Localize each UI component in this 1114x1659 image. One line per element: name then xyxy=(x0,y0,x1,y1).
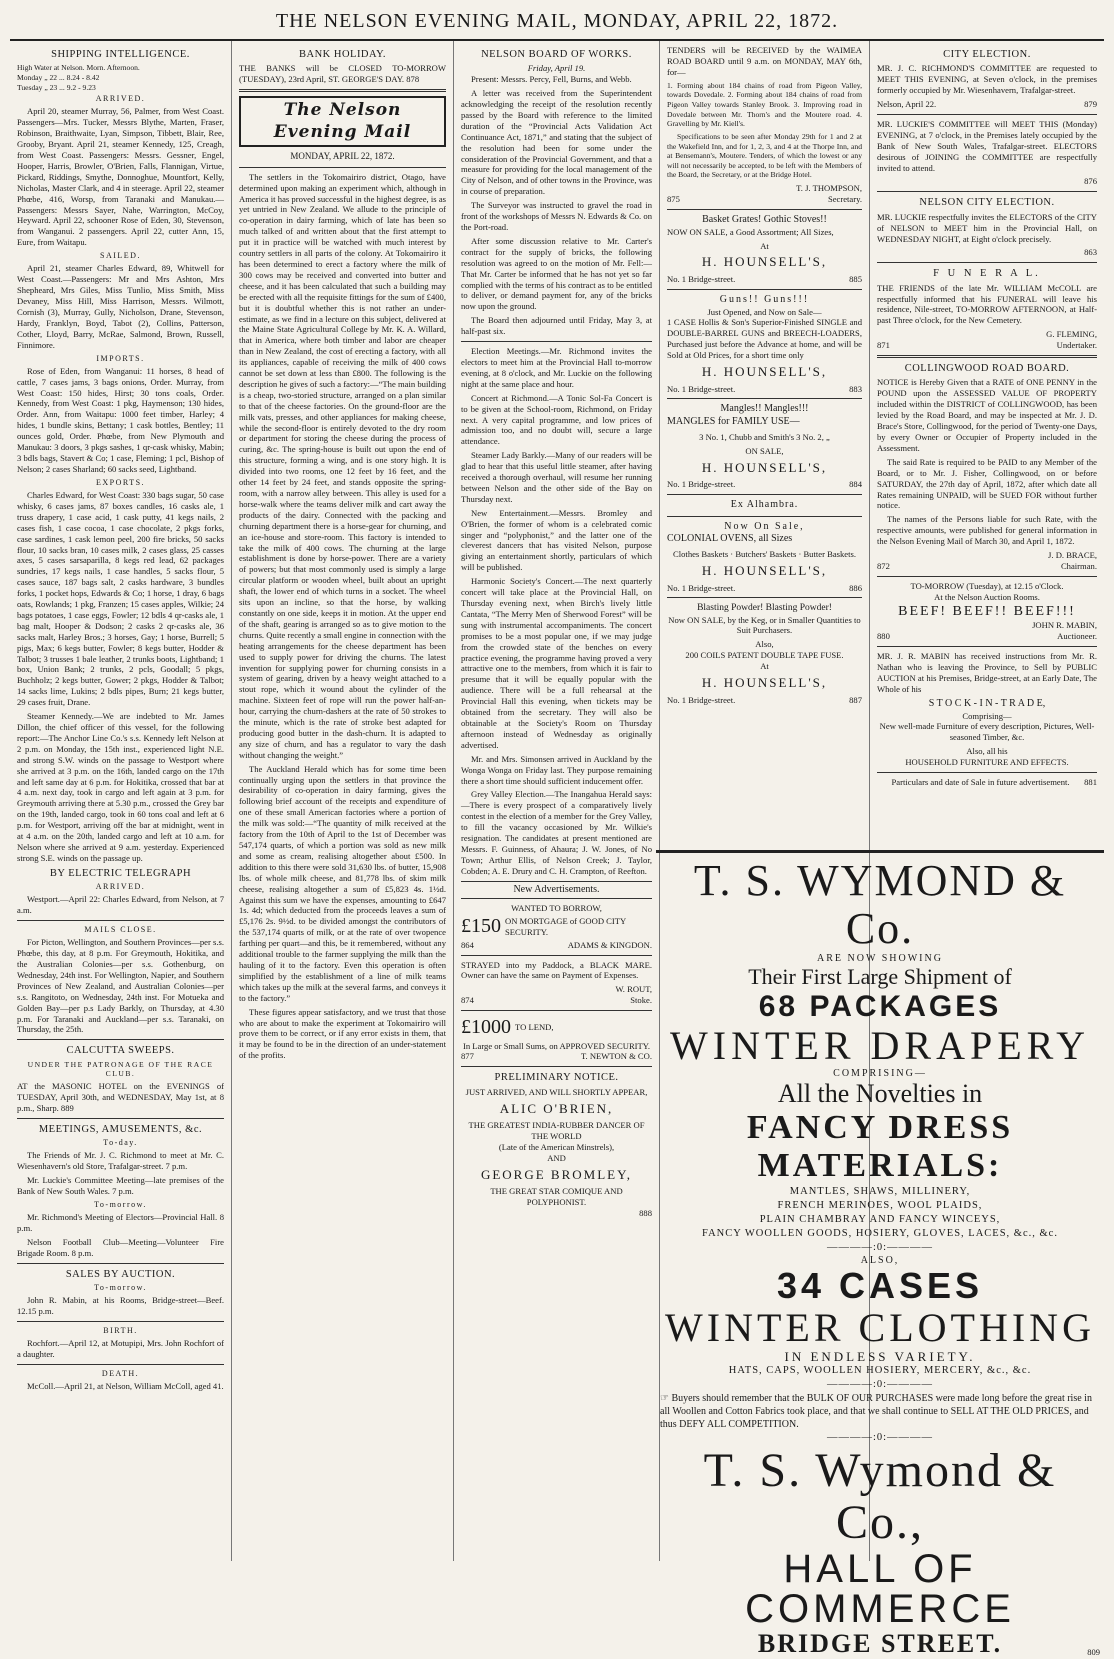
wymond-winter-drapery: WINTER DRAPERY xyxy=(670,1023,1090,1068)
blasting-text: Now ON SALE, by the Keg, or in Smaller Quantities to Suit Purchasers. xyxy=(668,614,861,636)
strayed-place: Stoke. xyxy=(630,995,652,1006)
hounsell-address xyxy=(667,695,862,706)
wymond-street-row xyxy=(656,1629,1104,1659)
hounsell-address xyxy=(667,274,862,285)
wymond-goods-line: FRENCH MERINOES, WOOL PLAIDS, xyxy=(777,1200,983,1211)
wymond-street: BRIDGE STREET. xyxy=(757,1629,1003,1658)
news-item: New Entertainment.—Messrs. Bromley and O'Brien, the former of whom is a celebrated comic singer and “polyphonist,” and the latter one of the cleverest dancers that has visited Nelson, purpose giving an entertainment shortly, particulars of which will be published. xyxy=(461,507,652,573)
nelson-city-election-text: MR. LUCKIE respectfully invites the ELECTORS of the CITY of NELSON to MEET him in the Provincial Hall, on WEDNESDAY NIGHT, at Eight o'clock precisely. xyxy=(877,211,1097,244)
ad-number: 876 xyxy=(1084,176,1097,187)
borrow-signature xyxy=(461,940,652,951)
lend-amount: £1000 xyxy=(461,1016,511,1039)
tender-text-2: Specifications to be seen after Monday 29th for 1 and 2 at the Wakefield Inn, and for 1, 2, 3, and 4 at the Thorpe Inn, and at Bensemann's, Moutere. Tenders, of which the lowest or any will not necessarily be accepted, to be left with the Members of the Board, the Secretary, or at the Bridge Hotel. xyxy=(667,131,862,180)
imports-heading: IMPORTS. xyxy=(96,353,145,363)
board-paragraph: Present: Messrs. Percy, Fell, Burns, and Webb. xyxy=(471,74,632,85)
stock-heading: S T O C K - I N - T R A D E, xyxy=(928,697,1046,709)
ad-number: 881 xyxy=(1084,777,1097,788)
prelim-name: GEORGE BROMLEY, xyxy=(480,1166,633,1182)
dateline: MONDAY, APRIL 22, 1872. xyxy=(290,151,395,162)
column-4-ads xyxy=(667,45,862,875)
meetings-tomorrow: To-morrow. xyxy=(94,1199,147,1209)
strayed-text: STRAYED into my Paddock, a BLACK MARE. Owner can have the same on Payment of Expenses. xyxy=(461,959,652,981)
ad-number: 877 xyxy=(461,1051,474,1062)
divider xyxy=(877,262,1097,263)
divider xyxy=(667,289,862,290)
mangles-heading: Mangles!! Mangles!!! xyxy=(720,403,809,415)
divider xyxy=(17,1039,224,1040)
mangles-items: 3 No. 1, Chubb and Smith's 3 No. 2, „ xyxy=(699,431,830,442)
board-paragraph: The Board then adjourned until Friday, May 3, at half-past six. xyxy=(461,315,652,337)
prelim-heading: PRELIMINARY NOTICE. xyxy=(494,1072,619,1084)
column-5-ads xyxy=(877,48,1097,878)
strayed-name: W. ROUT, xyxy=(615,984,652,995)
tide-row: Tuesday „ 23 ... 9.2 - 9.23 xyxy=(17,82,96,92)
ad-number: 888 xyxy=(639,1208,652,1219)
paper-title: The Nelson Evening Mail xyxy=(239,96,446,147)
collingwood-title: Chairman. xyxy=(1060,560,1097,571)
prelim-desc: (Late of the American Minstrels), xyxy=(498,1141,615,1152)
stock-also: Also, all his xyxy=(966,746,1008,757)
ad-number: 875 xyxy=(667,194,680,205)
divider xyxy=(461,341,652,342)
strayed-signature xyxy=(461,995,652,1006)
wymond-goods-line: PLAIN CHAMBRAY AND FANCY WINCEYS, xyxy=(759,1214,1001,1225)
news-item: Grey Valley Election.—The Inangahua Herald says:—There is every prospect of a comparatively lively contest in the election of a member for the Grey Valley, to fill the vacancy occasioned by Mr. Wilkie's resignation. The candidates at present mentioned are Messrs. F. Guinness, of Ahaura; J. W. Jones, of No Town; Arthur Ellis, of Nelson Creek; J. Taylor, Cobden; A. E. Drury and C. H. Crampton, of Reefton. xyxy=(461,789,652,876)
wymond-title: T. S. WYMOND & Co. xyxy=(693,856,1067,953)
board-paragraph: A letter was received from the Superintendent acknowledging the receipt of the resolution recently passed by the Board with reference to the limited duration of the “Provincial Acts Validation Act Continuance Act, 1871,” and stating that the subject of the resolution had been for some under the consideration of the Provincial Government, and that a measure for providing for the local management of the City of Nelson, and of other towns in the Province, was in course of preparation. xyxy=(461,88,652,197)
divider xyxy=(667,516,862,517)
divider xyxy=(877,576,1097,577)
ovens-heading: Now On Sale, xyxy=(724,520,805,532)
death-text: McColl.—April 21, at Nelson, William McColl, aged 41. xyxy=(27,1381,224,1392)
ad-number: 864 xyxy=(461,939,474,950)
wymond-fancy-dress: FANCY DRESS MATERIALS: xyxy=(746,1109,1014,1184)
hounsell-name: H. HOUNSELL'S, xyxy=(701,675,828,691)
news-item: Mr. and Mrs. Simonsen arrived in Auckland by the Wonga Wonga on Friday last. They purpose remaining there a short time should sufficient inducement offer. xyxy=(461,753,652,786)
beef-signature xyxy=(877,631,1097,642)
ad-number: 887 xyxy=(849,694,862,705)
divider xyxy=(667,398,862,399)
news-item: Steamer Lady Barkly.—Many of our readers will be glad to hear that this useful little steamer, after having received a thorough overhaul, will resume her running between Nelson and the other side of the Bay on Thursday next. xyxy=(461,450,652,504)
prelim-text: JUST ARRIVED, AND WILL SHORTLY APPEAR, xyxy=(465,1086,648,1097)
ex-heading: Ex Alhambra. xyxy=(730,499,799,511)
hounsell-address xyxy=(667,583,862,594)
ad-number: 809 xyxy=(1087,1647,1100,1657)
wymond-also: ALSO, xyxy=(860,1255,900,1266)
ad-number: 872 xyxy=(877,560,890,571)
borrow-heading: WANTED TO BORROW, xyxy=(511,903,602,914)
stock-household: HOUSEHOLD FURNITURE AND EFFECTS. xyxy=(905,757,1069,768)
ad-number: 863 xyxy=(1084,247,1097,258)
wymond-separator: ————:0:———— xyxy=(826,1432,934,1443)
at-label: At xyxy=(760,661,769,672)
wymond-comprising: COMPRISING— xyxy=(833,1068,927,1079)
lend-row xyxy=(461,1015,652,1040)
tender-title: Secretary. xyxy=(827,194,862,205)
stock-text: MR. J. R. MABIN has received instructions from Mr. R. Nathan who is leaving the Province, to Sell by PUBLIC AUCTION at his Premises, Bridge-street, at an Early Date, The Whole of his xyxy=(877,651,1097,694)
stock-particulars: Particulars and date of Sale in future advertisement. xyxy=(891,777,1070,788)
mails-heading: MAILS CLOSE. xyxy=(84,925,157,935)
address: No. 1 Bridge-street. xyxy=(667,694,736,705)
mails-text: For Picton, Wellington, and Southern Provinces—per s.s. Phœbe, this day, at 8 p.m. For Greymouth, Hokitika, and the Australian Colonies—per s.s. Gothenburg, on Wednesday, 24th inst. For Wellington, Napier, and Southern Provinces of New Zealand, and Australian Colonies—per s.s. Rangitoto, on Wednesday, 24th inst. For Motueka and Golden Bay—per p.s Lady Barkly, on Thursday, at 4.30 p.m. For Taranaki and Auckland—per s.s. Taranaki, on Thursday, the 25th. xyxy=(17,937,224,1035)
hounsell-address xyxy=(667,384,862,395)
guns-text: 1 CASE Hollis & Son's Superior-Finished SINGLE and DOUBLE-BARREL GUNS and BREECH-LOADERS, Purchased just before the Advance at home, and will be Sold at Old Prices, for a short time only xyxy=(667,317,862,361)
calcutta-heading: CALCUTTA SWEEPS. xyxy=(66,1045,175,1057)
column-1 xyxy=(10,41,232,1561)
stock-comprising: Comprising— xyxy=(962,710,1012,721)
hounsell-name: H. HOUNSELL'S, xyxy=(701,254,828,270)
news-item: Harmonic Society's Concert.—The next quarterly concert will take place at the Provincial Hall, on Thursday evening next, when Birch's lively little Cantata, “The Merry Men of Sherwood Forest” will be sung with instrumental accompaniments. The concert promises to be a most popular one, if we may judge from the crowded state of the benches on every practice evening, the programme having proved a very attractive one to the members, from which it is fair to presume that it will be equally popular with the audience. There will be a full rehearsal at the Provincial Hall this evening, when tickets may be obtained from the secretary. They will also be obtainable at the Society's Room on Thursday afternoon instead of Wednesday as originally advertised. xyxy=(461,576,652,750)
beef-name: JOHN R. MABIN, xyxy=(1032,620,1097,631)
ad-number: 880 xyxy=(877,631,890,642)
address: No. 1 Bridge-street. xyxy=(667,479,736,490)
board-heading: NELSON BOARD OF WORKS. xyxy=(481,49,632,60)
auction-text: John R. Mabin, at his Rooms, Bridge-street—Beef. 12.15 p.m. xyxy=(17,1295,224,1316)
divider xyxy=(667,494,862,495)
collingwood-heading: COLLINGWOOD ROAD BOARD. xyxy=(904,363,1070,375)
column-3 xyxy=(454,41,660,1561)
sailed-heading: SAILED. xyxy=(100,251,141,261)
wymond-separator: ————:0:———— xyxy=(826,1379,934,1390)
lend-firm: T. NEWTON & CO. xyxy=(580,1051,652,1062)
meetings-item: Mr. Luckie's Committee Meeting—late premises of the Bank of New South Wales. 7 p.m. xyxy=(17,1175,224,1196)
ad-number: 883 xyxy=(849,383,862,394)
divider xyxy=(239,89,446,92)
beef-title: Auctioneer. xyxy=(1057,631,1097,642)
auction-heading: SALES BY AUCTION. xyxy=(65,1268,176,1280)
divider xyxy=(877,355,1097,358)
city-date: Nelson, April 22. xyxy=(877,99,937,110)
wymond-advert xyxy=(656,850,1104,1659)
tide-row: Monday „ 22 ... 8.24 - 8.42 xyxy=(17,72,100,82)
auction-tomorrow: To-morrow. xyxy=(94,1282,147,1292)
blasting-also: Also, xyxy=(755,639,774,650)
at-label: At xyxy=(760,240,769,251)
meetings-item: Nelson Football Club—Meeting—Volunteer Fire Brigade Room. 8 p.m. xyxy=(17,1236,224,1258)
board-date: Friday, April 19. xyxy=(527,63,586,74)
wymond-goods-line: FANCY WOOLLEN GOODS, HOSIERY, GLOVES, LACES, &c., &c. xyxy=(702,1228,1058,1239)
wymond-signature: T. S. Wymond & Co., xyxy=(703,1444,1057,1549)
collingwood-text: NOTICE is Hereby Given that a RATE of ONE PENNY in the POUND upon the ASSESSED VALUE OF PROPERTY included within the DISTRICT of COLLINGWOOD, has been levied by the Road Board, and may be inspected at Mr. J. D. Brace's Store, Collingwood, for the period of Twenty-one Days, by every Owner or Occupier of Property included in the Assessment. xyxy=(877,377,1097,453)
city-election-text: MR. J. C. RICHMOND'S COMMITTEE are requested to MEET THIS EVENING, at Seven o'clock, in the premises formerly occupied by Mr. Wiesenhavern, Trafalgar-street. xyxy=(877,63,1097,96)
mangles-text: MANGLES for FAMILY USE— xyxy=(667,416,800,428)
ovens-text: COLONIAL OVENS, all Sizes xyxy=(667,533,793,545)
wymond-winter-clothing: WINTER CLOTHING xyxy=(665,1305,1095,1350)
divider xyxy=(877,114,1097,115)
wymond-now-showing: ARE NOW SHOWING xyxy=(817,953,943,964)
blasting-heading: Blasting Powder! Blasting Powder! xyxy=(697,603,832,614)
arrived-text: April 20, steamer Murray, 56, Palmer, from West Coast. Passengers—Mrs. Tucker, Messrs Blythe, Marten, Fraser, Robinson, Braithwaite, Lyan, Simpson, Tibbett, Blair, Ree, Grooby, Bryant. April 21, steamer Kennedy, 125, Creagh, from West Coast. Passengers: Messrs. Gessner, Engel, Hooper, Harris, Browler, O'Brien, Falls, Flannigan, Virtue, Pickard, Riddings, Smythe, Donnoghue, Mountfort, Kelly, Nicholas, Master Clark, and 4 in steerage. April 22, steamer Phœbe, 416, Worsp, from Taranaki and Manukau.—Passengers: Messrs Sayer, Nahe, Warrington, McCoy, Heyward. April 22, schooner Rose of Eden, 30, Stevenson, from Wanganui. 2 passengers. April 22, cutter Ann, 15, Eure, from Waitapu. xyxy=(17,106,224,248)
ad-number: 874 xyxy=(461,995,474,1006)
tide-heading: High Water at Nelson. Morn. Afternoon. xyxy=(17,63,140,73)
editorial-paragraph: These figures appear satisfactory, and we trust that those who are about to make the experiment at Tokomairiro will prove them to be correct, or if any error exists in them, that it may be found to be in the direction of an under-statement of the profits. xyxy=(239,1006,446,1061)
wymond-cases: 34 CASES xyxy=(776,1265,984,1306)
hounsell-name: H. HOUNSELL'S, xyxy=(701,364,828,380)
divider xyxy=(877,646,1097,647)
birth-text: Rochfort.—April 12, at Motupipi, Mrs. John Rochfort of a daughter. xyxy=(17,1338,224,1359)
beef-place: At the Nelson Auction Rooms. xyxy=(934,591,1040,602)
wymond-shipment: Their First Large Shipment of xyxy=(748,964,1012,989)
meetings-today: To-day. xyxy=(103,1138,138,1148)
prelim-name: ALIC O'BRIEN, xyxy=(499,1100,614,1116)
shipping-heading: SHIPPING INTELLIGENCE. xyxy=(51,49,190,60)
city-election-signature xyxy=(877,99,1097,110)
tender-text: TENDERS will be RECEIVED by the WAIMEA ROAD BOARD until 9 a.m. on MONDAY, MAY 6th, for— xyxy=(667,45,862,77)
news-item: Concert at Richmond.—A Tonic Sol-Fa Concert is to be given at the School-room, Richmond, on Friday next. A very capital programme, and low prices of admission too, and no doubt will, secure a large attendance. xyxy=(461,392,652,447)
sailed-text: April 21, steamer Charles Edward, 89, Whitwell for West Coast.—Passengers: Mr and Mrs Ashton, Mrs Shepheard, Mrs Giles, Miss Tunlio, Miss Smith, Miss Devaney, Miss Hill, Miss Harrison, Messrs. Wilmott, Cornish (3), Murray, Gully, Nicholson, Drane, Stevenson, Hardy, Franklyn, Boyd, Tabot (2), Collins, Patterson, Cother, Lloyd, Barry, McRae, Salmond, Brown, Russell, Finnimore. xyxy=(17,263,224,350)
beef-heading: BEEF! BEEF!! BEEF!!! xyxy=(898,603,1076,619)
wymond-buyers-note: ☞ Buyers should remember that the BULK OF OUR PURCHASES were made long before the great rise in all Woollen and Cotton Fabrics took place, and that we shall continue to SELL AT THE OLD PRICES, and thus DEFY ALL COMPETITION. xyxy=(660,1393,1092,1430)
nelson-city-election-heading: NELSON CITY ELECTION. xyxy=(919,197,1055,209)
telegraph-heading: BY ELECTRIC TELEGRAPH xyxy=(49,867,192,879)
wymond-novelties: All the Novelties in xyxy=(777,1079,983,1108)
ovens-items: Clothes Baskets · Butchers' Baskets · Butter Baskets. xyxy=(673,549,856,560)
hounsell-name: H. HOUNSELL'S, xyxy=(701,459,828,475)
funeral-signature xyxy=(877,340,1097,351)
divider xyxy=(239,167,446,168)
divider xyxy=(461,1010,652,1011)
collingwood-name: J. D. BRACE, xyxy=(1048,550,1097,561)
kennedy-report: Steamer Kennedy.—We are indebted to Mr. James Dillon, the chief officer of this vessel, for the following report:—The Anchor Line Co.'s s.s. Kennedy left Nelson at 2 p.m. on Monday, the 15th inst., experienced light N.E. and strong S.W. winds on the passage to Westport where she arrived at 3 p.m. on the 16th, landed cargo on the 17th and left same day at 6 p.m. for Hokitika, crossed that bar at 4 a.m. next day, took in cargo and left again at 3 p.m. for Greymouth arriving there at 5.30 p.m., crossed the Grey bar on the 19th, landed cargo, took in 60 tons coal and left at 6 p.m. for Westport, arriving off the bar at midnight, went in at 4 a.m. on the 20th, landed cargo and left at 10 a.m. for Nelson where she arrived at 9 a.m. yesterday. Experienced strong S.E. winds on the passage up. xyxy=(17,711,224,863)
mangles-on-sale: ON SALE, xyxy=(745,445,784,456)
board-paragraph: The Surveyor was instructed to gravel the road in front of the workshops of Messrs N. Edwards & Co. on the Port-road. xyxy=(461,200,652,233)
meetings-item: Mr. Richmond's Meeting of Electors—Provincial Hall. 8 p.m. xyxy=(17,1211,224,1233)
telegraph-text: Westport.—April 22: Charles Edward, from Nelson, at 7 a.m. xyxy=(17,894,224,916)
meetings-item: The Friends of Mr. J. C. Richmond to meet at Mr. C. Wiesenhavern's old Store, Trafalgar-street. 7 p.m. xyxy=(17,1150,224,1172)
ad-number: 885 xyxy=(849,273,862,284)
divider xyxy=(461,1066,652,1067)
address: No. 1 Bridge-street. xyxy=(667,582,736,593)
borrow-row xyxy=(461,914,652,939)
funeral-title: Undertaker. xyxy=(1056,340,1097,351)
grates-text: NOW ON SALE, a Good Assortment; All Sizes, xyxy=(667,226,834,237)
divider xyxy=(656,850,1104,853)
divider xyxy=(877,772,1097,773)
birth-heading: BIRTH. xyxy=(103,1325,138,1335)
column-2 xyxy=(232,41,454,1561)
tender-items: 1. Forming about 184 chains of road from Pigeon Valley, towards Dovedale. 2. Forming about 184 chains of road from Pigeon Valley towards Stanley Brook. 3. Improving road in Dovedale between Mr. Thorn's and the Moutere road. 4. Gravelling by Mr. Kiell's. xyxy=(667,80,862,129)
divider xyxy=(667,597,862,598)
calcutta-subheading: UNDER THE PATRONAGE OF THE RACE CLUB. xyxy=(27,1059,214,1079)
tender-signature xyxy=(667,194,862,205)
funeral-heading: F U N E R A L. xyxy=(933,268,1041,280)
grates-heading: Basket Grates! Gothic Stoves!! xyxy=(702,213,827,225)
ad-number: 879 xyxy=(1084,99,1097,110)
death-heading: DEATH. xyxy=(101,1368,140,1378)
ad-number: 871 xyxy=(877,340,890,351)
luckie-committee-text: MR. LUCKIE'S COMMITTEE will MEET THIS (Monday) EVENING, at 7 o'clock, in the Premises lately occupied by the Bank of New South Wales, Trafalgar-street. ELECTORS desirous of JOINING the COMMITTEE are respectfully invited to attend. xyxy=(877,118,1097,173)
divider xyxy=(17,1364,224,1365)
ad-number: 886 xyxy=(849,582,862,593)
wymond-goods-line: MANTLES, SHAWS, MILLINERY, xyxy=(789,1186,971,1197)
divider xyxy=(17,1263,224,1264)
divider xyxy=(461,955,652,956)
page-masthead: THE NELSON EVENING MAIL, MONDAY, APRIL 22, 1872. xyxy=(10,8,1104,41)
borrow-firm: ADAMS & KINGDON. xyxy=(567,939,652,950)
hounsell-address xyxy=(667,479,862,490)
collingwood-text: The names of the Persons liable for such Rate, with the respective amounts, were published for general information in the Nelson Evening Mail of March 30, and April 1, 1872. xyxy=(877,514,1097,547)
divider xyxy=(667,209,862,210)
meetings-heading: MEETINGS, AMUSEMENTS, &c. xyxy=(38,1123,203,1135)
funeral-name: G. FLEMING, xyxy=(1046,329,1097,340)
guns-heading: Guns!! Guns!!! xyxy=(719,293,810,305)
exports-text: Charles Edward, for West Coast: 330 bags sugar, 50 case whisky, 6 cases jams, 87 boxes candles, 16 casks ale, 1 truss drapery, 1 case acid, 1 cask putty, 41 kegs nails, 2 cases fish, 1 case cocoa, 1 case chocolate, 2 pkgs forks, case sardines, 1 cask lemon peel, 200 fire bricks, 50 sacks flour, 10 sacks bran, 10 cases milk, 2 cases glass, 25 casses axes, 5 cases sarsaparilla, 8 kegs red lead, 62 packages sundries, 17 kegs nails, 1 case handles, 5 sacks flour, 5 cases sauce, 187 bags salt, 2 casks hardware, 3 bundles forks, 1 pocket hops, Edwards & Co; 1 horse, 1 dray, 6 bags oats, Rowlands; 1 pkg, Franzen; 15 cases apples, Wilkie; 24 bags potatoes, 1 case eggs, Fowler; 12 bdls 4 qr-casks ale, 1 bag malt, Hooper & Dodson; 2 casks 2 qr-casks ale, 36 sacks malt, Harley Bros.; 3 horses, Gay; 1 horse, Burrell; 5 pigs, Max; 6 kegs butter, Fowler; 8 kegs butter, Hodder & Talbot; 3 trusses 1 bale leather, 2 trunks boots, Lightband; 1 box, Union Bank; 2 trunks, 2 pcls, Goodall; 5 pkgs, Buchholz; 2 kegs butter, Gower; 2 pkgs, Hodder & Talbot; 14 sacks lime, Lukins; 2 bdls pipes, Burn; 21 kegs butter, 29 cases fruit, Drane. xyxy=(17,489,224,708)
lend-text: TO LEND, xyxy=(515,1022,554,1033)
divider xyxy=(877,191,1097,192)
wymond-hats: HATS, CAPS, WOOLLEN HOSIERY, MERCERY, &c., &c. xyxy=(728,1365,1032,1376)
city-election-heading: CITY ELECTION. xyxy=(943,49,1031,60)
collingwood-text: The said Rate is required to be PAID to any Member of the Board, or to Mr. J. Fisher, Collingwood, on or before SATURDAY, the 27th day of April, 1872, after which date all Rates remaining UNPAID, will be SUED FOR without further notice. xyxy=(877,456,1097,511)
editorial-paragraph: The Auckland Herald which has for some time been continually urging upon the settlers in that province the desirability of co-operation in dairy farming, gives the following brief account of the receipts and expenditure of one of these small American factories where a portion of the milk was sold:—“The quantity of milk received at the factory from the 10th of April to the 1st of December was 547,174 quarts, of which a portion was sold as new milk and some as cream, realising altogether about £500. In addition to this there were sold 31,630 lbs. of butter, 15,908 lbs. of whole milk cheese, and 81,778 lbs. of skim milk cheese, realising altogether a sum of £5,823 4s. 1½d. Against this sum we have the expenses, amounting to £647 1s. 4d; which deducted from the proceeds leaves a sum of £5,176 2s. 9½d. to be divided amongst the contributors of the 537,174 quarts of milk, or at the rate of over twopence farthing per quart—and this, be it remembered, without any additional trouble to the farmer supplying the milk than the hauling of it to the factory. Even this operation is often simplified by the establishment of a line of milk teams which takes up the milk at the several farms, and conveys it to the factory.” xyxy=(239,763,446,1003)
lend-subtext: In Large or Small Sums, on APPROVED SECURITY. xyxy=(462,1040,651,1051)
stock-footer xyxy=(877,777,1097,788)
address: No. 1 Bridge-street. xyxy=(667,273,736,284)
bank-holiday-text: THE BANKS will be CLOSED TO-MORROW (TUESDAY), 23rd April, ST. GEORGE'S DAY. 878 xyxy=(239,63,446,85)
board-paragraph: After some discussion relative to Mr. Carter's contract for the supply of bricks, the following resolution was agreed to on the motion of Mr. Fell:—That Mr. Carter be informed that he has not yet so far complied with the terms of his contract as to be entitled to deliver, or demand payment for, any of the bricks now upon the ground. xyxy=(461,235,652,312)
arrived-heading: ARRIVED. xyxy=(95,94,146,104)
wymond-variety: IN ENDLESS VARIETY. xyxy=(784,1349,976,1364)
editorial-paragraph: The settlers in the Tokomairiro district, Otago, have determined upon making an experiment which, although in America it has proved successful in the highest degree, is as yet untried in New Zealand. We allude to the principle of co-operation in dairy farming, which of late has been so much talked of and written about that the first attempt to put it in practice will be watched with much interest by country settlers in all parts of the colony. At Tokomairiro it has been determined to erect a factory where the milk of 300 cows may be received and converted into butter and cheese, and it has been calculated that such a building may be erected with all the requisite fittings for the sum of £400, but it is doubtful whether this is not rather an under-estimate, as we find in a lecture on this subject, delivered at the Maine State Agricultural College by Mr. K. A. Willard, that in America, where both timber and labor are cheaper than in New Zealand, the cost of erecting a factory, with all its appliances, capable of receiving the milk of 400 cows cannot be set down at less than £800. The following is the description he gives of such a factory:—“The main building is a cheap, two-storied structure, arranged on a plan similar to that of the cheese factories. On the ground-floor are the milk vats, presses, and other appliances for making cheese, while the second-floor is entirely devoted to the dry room or department for storing the cheese during the process of curing, &c. The spring-house is built out upon the end of this structure, forming a wing, and is one story high. It is divided into two rooms, one 12 feet by 16 feet, and the other 14 feet by 24 feet, and stands opposite the spring-room, with a narrow alley between. This alley is used for a horse-walk where the teams deliver milk and cart away the products of the dairy. Connected with the packing and churning department there is a horse-gear for churning, and an ice-house and store-room. This factory is intended to take the milk of 400 cows. The churning at the large establishment is done by horse-power. There are a variety of powers; but that most commonly used is simply a large circular platform or wooden wheel, built about an upright shaft, the lower end of which turns in a socket. The wheel sits upon an incline, so that the horse, by walking constantly on one side, keeps it in motion. At the upper end of the shaft, gearing is arranged so as to give motion to the churns. Quite recently a small engine in connection with the heating arrangements for the cheese department has been used to supply power for driving the churns. The latest invention for supplying power for churning consists in a system of gearing, driven by a heavy weight attached to a stout rope, which it wound about the cylinder of the machine. Sixteen feet of rope will run the power half-an-hour, carrying the churn-dashers at the rate of 50 strokes to the minute, which is the rate of stroke best adapted for producing good butter in the dash-churn. It is adapted to any size of churn, and has a regulator to vary the dash without changing the weight.” xyxy=(239,171,446,760)
wymond-hall: HALL OF COMMERCE xyxy=(745,1547,1015,1631)
bank-holiday-heading: BANK HOLIDAY. xyxy=(298,49,386,60)
calcutta-text: AT the MASONIC HOTEL on the EVENINGS of TUESDAY, April 30th, and WEDNESDAY, May 1st, at 8 p.m., Sharp. 889 xyxy=(17,1081,224,1113)
hounsell-name: H. HOUNSELL'S, xyxy=(701,563,828,579)
prelim-and: AND xyxy=(547,1152,566,1163)
telegraph-arrived: ARRIVED. xyxy=(95,882,146,892)
news-item: Election Meetings.—Mr. Richmond invites the electors to meet him at the Provincial Hall to-morrow evening, at 8 o'clock, and Mr. Luckie on the following night at the same place and hour. xyxy=(461,346,652,389)
lend-signature xyxy=(461,1051,652,1062)
divider xyxy=(17,920,224,921)
funeral-text: THE FRIENDS of the late Mr. WILLIAM McCOLL are respectfully informed that his FUNERAL will leave his residence, Nile-street, TO-MORROW AFTERNOON, at Half-past Three o'clock, for the New Cemetery. xyxy=(877,282,1097,326)
ad-number: 884 xyxy=(849,479,862,490)
address: No. 1 Bridge-street. xyxy=(667,383,736,394)
new-ads-heading: New Advertisements. xyxy=(461,881,652,900)
beef-time: TO-MORROW (Tuesday), at 12.15 o'Clock. xyxy=(910,580,1064,591)
divider xyxy=(17,1321,224,1322)
prelim-desc: THE GREATEST INDIA-RUBBER DANCER OF THE WORLD xyxy=(468,1120,645,1142)
guns-sub: Just Opened, and Now on Sale— xyxy=(707,306,822,317)
exports-heading: EXPORTS. xyxy=(95,477,146,487)
collingwood-signature xyxy=(877,561,1097,572)
wymond-separator: ————:0:———— xyxy=(826,1242,934,1253)
stock-items: New well-made Furniture of every description, Pictures, Well-seasoned Timber, &c. xyxy=(879,721,1095,743)
imports-text: Rose of Eden, from Wanganui: 11 horses, 8 head of cattle, 7 cases jams, 3 bags onions, Order. Murray, from West Coast: 150 hides, Hirst; 30 tons coals, Order. Kennedy, from West Coast: 1 pkg, Haymenson; 130 hides, Order. Ann, from Waitapu: 1000 feet timber, Harley; 4 hides, 1 bundle skins, Bettany; 1 cask bottles, Bentley; 11 ounces gold, Order. Phœbe, from New Plymouth and Manukau: 3 doors, 3 pkgs sashes, 1 qr-cask whisky, Mabin; 3 bdls bags, Stavert & Co; 1 case, Fleming; 1 pcl, Bishop of Nelson; 2 cases Sharland; 60 sacks seed, Lightband. xyxy=(17,365,224,474)
divider xyxy=(17,1118,224,1119)
prelim-desc: THE GREAT STAR COMIQUE AND POLYPHONIST. xyxy=(490,1186,623,1208)
borrow-text: ON MORTGAGE of GOOD CITY SECURITY. xyxy=(505,916,626,937)
tender-name: T. J. THOMPSON, xyxy=(796,183,862,194)
wymond-packages: 68 PACKAGES xyxy=(758,990,1002,1023)
borrow-amount: £150 xyxy=(461,915,501,938)
blasting-fuse: 200 COILS PATENT DOUBLE TAPE FUSE. xyxy=(685,650,844,661)
